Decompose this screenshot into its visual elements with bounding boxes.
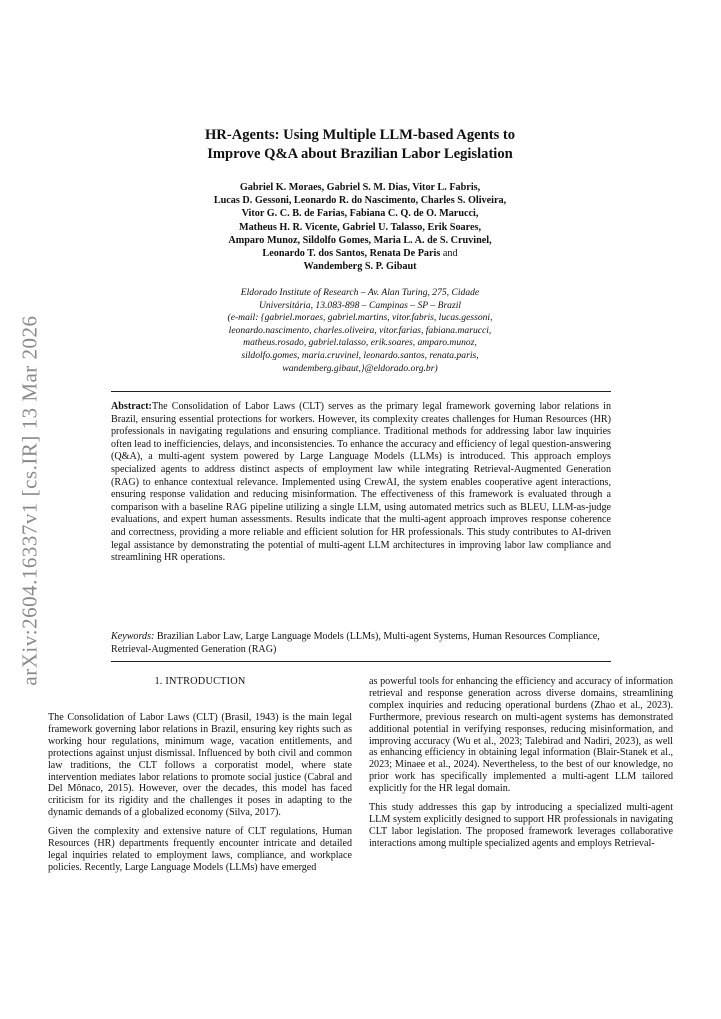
affiliation-line: Eldorado Institute of Research – Av. Alan Turing, 275, Cidade bbox=[240, 287, 480, 298]
keywords bbox=[111, 631, 611, 656]
affiliation-block bbox=[110, 287, 610, 375]
title-line-2: Improve Q&A about Brazilian Labor Legislation bbox=[207, 146, 513, 162]
abstract-text: The Consolidation of Labor Laws (CLT) serves as the primary legal framework governing labor relations in Brazil, ensuring essential protections for workers. However, its complexity creates challenges for Human Resources (HR) professionals in navigating regulations and ensuring compliance. Traditional methods for addressing labor law inquiries often lead to inefficiencies, delays, and inconsistencies. To enhance the accuracy and efficiency of legal question-answering (Q&A), a multi-agent system powered by Large Language Models (LLMs) is introduced. This approach employs specialized agents to address distinct aspects of employment law while integrating Retrieval-Augmented Generation (RAG) to enhance contextual relevance. Implemented using CrewAI, the system enables cooperative agent interactions, ensuring response validation and reducing misinformation. The effectiveness of this framework is evaluated through a comparison with a baseline RAG pipeline utilizing a single LLM, using automated metrics such as BLEU, LLM-as-judge evaluations, and expert human assessments. Results indicate that the multi-agent approach improves response coherence and correctness, providing a more reliable and efficient solution for HR professionals. This study contributes to AI-driven legal assistance by demonstrating the potential of multi-agent LLM architectures in improving labor law compliance and streamlining HR operations. bbox=[111, 401, 611, 564]
section-heading-introduction: 1. INTRODUCTION bbox=[154, 676, 246, 687]
author-line bbox=[110, 247, 610, 260]
author-line-text: Leonardo T. dos Santos, Renata De Paris bbox=[262, 248, 441, 260]
abstract-label: Abstract: bbox=[111, 401, 152, 412]
affiliation-line: sildolfo.gomes, maria.cruvinel, leonardo.santos, renata.paris, bbox=[241, 349, 479, 361]
paragraph: This study addresses this gap by introducing a specialized multi-agent LLM system explicitly designed to support HR professionals in navigating CLT labor legislation. The proposed framework leverages collaborative interactions among multiple specialized agents and employs Retrieval- bbox=[369, 802, 673, 849]
author-list bbox=[110, 181, 610, 273]
author-line: Lucas D. Gessoni, Leonardo R. do Nascimento, Charles S. Oliveira, bbox=[213, 195, 507, 207]
paper-title bbox=[110, 126, 610, 164]
author-line: Amparo Munoz, Sildolfo Gomes, Maria L. A. de S. Cruvinel, bbox=[228, 234, 492, 246]
author-line-last: Wandemberg S. P. Gibaut bbox=[303, 261, 417, 273]
paragraph: Given the complexity and extensive nature of CLT regulations, Human Resources (HR) departments frequently encounter intricate and detailed legal inquiries related to employment laws, compliance, and workplace policies. Recently, Large Language Models (LLMs) have emerged bbox=[48, 826, 352, 873]
author-line: Vitor G. C. B. de Farias, Fabiana C. Q. de O. Marucci, bbox=[241, 208, 479, 220]
title-line-1: HR-Agents: Using Multiple LLM-based Agents to bbox=[204, 127, 516, 143]
arxiv-identifier: arXiv:2604.16337v1 [cs.IR] 13 Mar 2026 bbox=[17, 314, 42, 686]
keywords-text: Brazilian Labor Law, Large Language Models (LLMs), Multi-agent Systems, Human Resources Compliance, Retrieval-Augmented Generation (RAG) bbox=[111, 631, 600, 655]
affiliation-line: leonardo.nascimento, charles.oliveira, vitor.farias, fabiana.marucci, bbox=[228, 324, 492, 336]
author-line: Matheus H. R. Vicente, Gabriel U. Talasso, Erik Soares, bbox=[238, 221, 482, 233]
abstract-bottom-rule bbox=[111, 661, 611, 662]
abstract-top-rule bbox=[111, 391, 611, 392]
affiliation-line: Universitária, 13.083-898 – Campinas – SP – Brazil bbox=[258, 299, 462, 311]
author-conjunction: and bbox=[440, 248, 458, 260]
affiliation-line: (e-mail: {gabriel.moraes, gabriel.martins, vitor.fabris, lucas.gessoni, bbox=[227, 312, 493, 324]
paragraph: as powerful tools for enhancing the efficiency and accuracy of information retrieval and response generation across diverse domains, streamlining complex inquiries and reducing operational burdens (Zhao et al., 2023). Furthermore, previous research on multi-agent systems has demonstrated additional potential in verifying responses, reducing misinformation, and improving accuracy (Wu et al., 2023; Talebirad and Nadiri, 2023), as well as enhancing efficiency in obtaining legal information (Blair-Stanek et al., 2023; Minaee et al., 2024). Nevertheless, to the best of our knowledge, no prior work has specifically implemented a multi-agent LLM tailored explicitly for the HR legal domain. bbox=[369, 676, 673, 795]
arxiv-identifier-stamp bbox=[8, 300, 52, 700]
paragraph: The Consolidation of Labor Laws (CLT) (Brasil, 1943) is the main legal framework governing labor relations in Brazil, ensuring key rights such as working hour regulations, minimum wage, vacation entitlements, and protections against unjust dismissal. Influenced by both civil and common law traditions, the CLT follows a corporatist model, where state intervention mediates labor relations to promote social justice (Cabral and Del Mônaco, 2015). However, over the decades, this model has faced criticism for its rigidity and the challenges it poses in adapting to the dynamic demands of a globalized economy (Silva, 2017). bbox=[48, 712, 352, 819]
right-column bbox=[369, 676, 673, 857]
left-column bbox=[48, 712, 352, 881]
affiliation-line: wandemberg.gibaut,}@eldorado.org.br) bbox=[282, 362, 438, 374]
keywords-label: Keywords: bbox=[111, 631, 155, 642]
affiliation-line: matheus.rosado, gabriel.talasso, erik.soares, amparo.munoz, bbox=[243, 337, 477, 349]
author-line: Gabriel K. Moraes, Gabriel S. M. Dias, Vitor L. Fabris, bbox=[239, 182, 481, 193]
abstract bbox=[111, 401, 611, 565]
